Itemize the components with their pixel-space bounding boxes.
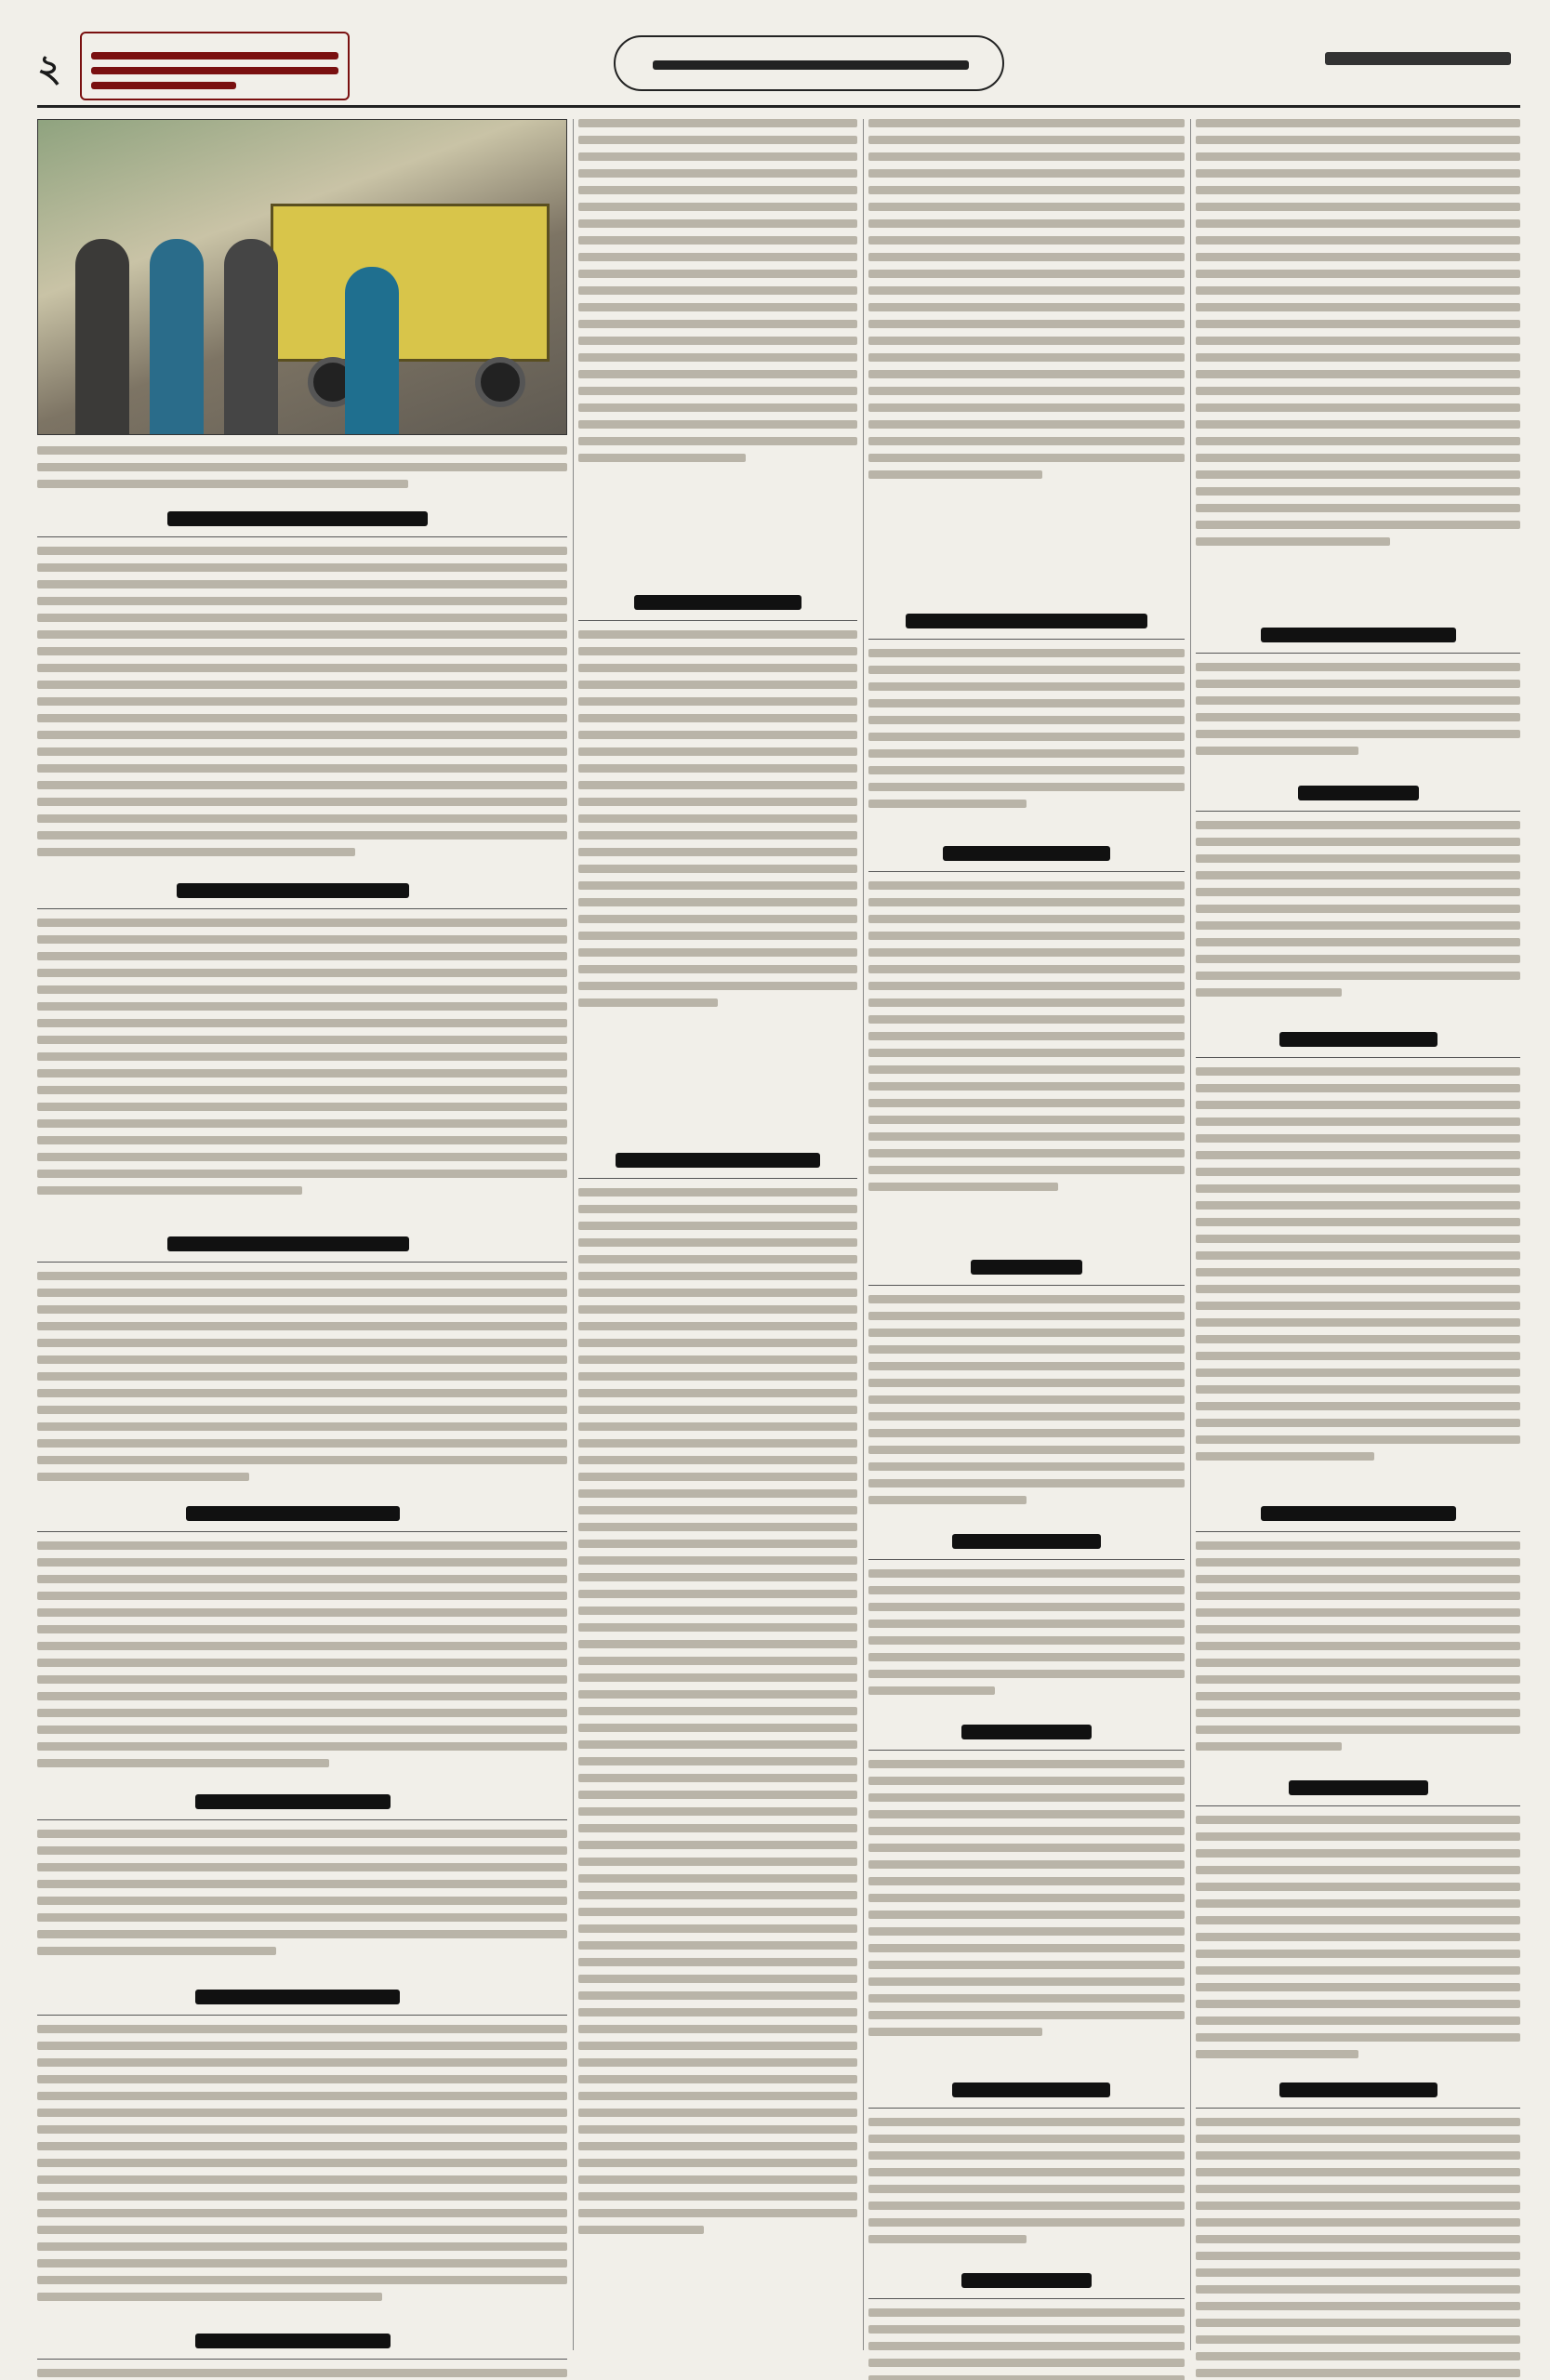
story-body <box>1196 821 1520 1005</box>
column-3 <box>868 119 1185 2350</box>
story-headline <box>868 1249 1185 1286</box>
column-2 <box>578 119 857 2350</box>
story-headline <box>578 584 857 621</box>
column-1 <box>37 119 567 2350</box>
story-body <box>868 119 1185 487</box>
story-body <box>868 1569 1185 1703</box>
story-headline <box>868 835 1185 872</box>
column-rule <box>573 119 574 2350</box>
story-body <box>37 919 567 1203</box>
story-body <box>578 119 857 470</box>
story-headline <box>37 872 567 909</box>
story-headline <box>37 2322 567 2360</box>
story-body <box>868 2118 1185 2252</box>
story-body <box>868 881 1185 1199</box>
story-body <box>1196 1541 1520 1759</box>
story-body <box>868 1760 1185 2044</box>
story-headline <box>1196 1769 1520 1806</box>
story-headline <box>1196 1495 1520 1532</box>
story-headline <box>868 2262 1185 2299</box>
story-body <box>578 1188 857 2242</box>
newspaper-logo <box>80 32 350 100</box>
story-headline <box>868 1523 1185 1560</box>
story-body <box>37 1272 567 1489</box>
story-body <box>1196 2118 1520 2380</box>
story-headline <box>578 1142 857 1179</box>
section-banner <box>614 35 1004 91</box>
issue-date <box>1325 52 1520 67</box>
story-body <box>37 1541 567 1776</box>
story-body <box>37 2369 567 2380</box>
column-rule <box>1190 119 1191 2350</box>
story-headline <box>37 1978 567 2016</box>
story-headline <box>37 1495 567 1532</box>
story-headline <box>37 500 567 537</box>
story-headline <box>868 2071 1185 2109</box>
story-headline <box>37 1225 567 1263</box>
story-headline <box>868 602 1185 640</box>
story-headline <box>1196 616 1520 654</box>
story-headline <box>1196 2071 1520 2109</box>
story-body <box>37 2025 567 2309</box>
story-body <box>868 2308 1185 2380</box>
column-rule <box>863 119 864 2350</box>
story-body <box>578 630 857 1015</box>
story-headline <box>1196 1021 1520 1058</box>
story-body <box>1196 1067 1520 1469</box>
story-body <box>37 1830 567 1964</box>
story-headline <box>37 1783 567 1820</box>
story-headline <box>868 1713 1185 1751</box>
story-body <box>37 547 567 865</box>
photo-caption <box>37 446 567 496</box>
masthead <box>37 26 1520 108</box>
column-4 <box>1196 119 1520 2350</box>
story-body <box>868 1295 1185 1513</box>
story-body <box>1196 119 1520 554</box>
story-body <box>1196 663 1520 763</box>
story-headline <box>1196 774 1520 812</box>
story-body <box>1196 1816 1520 2067</box>
story-body <box>868 649 1185 816</box>
page-number: ২ <box>37 46 62 90</box>
